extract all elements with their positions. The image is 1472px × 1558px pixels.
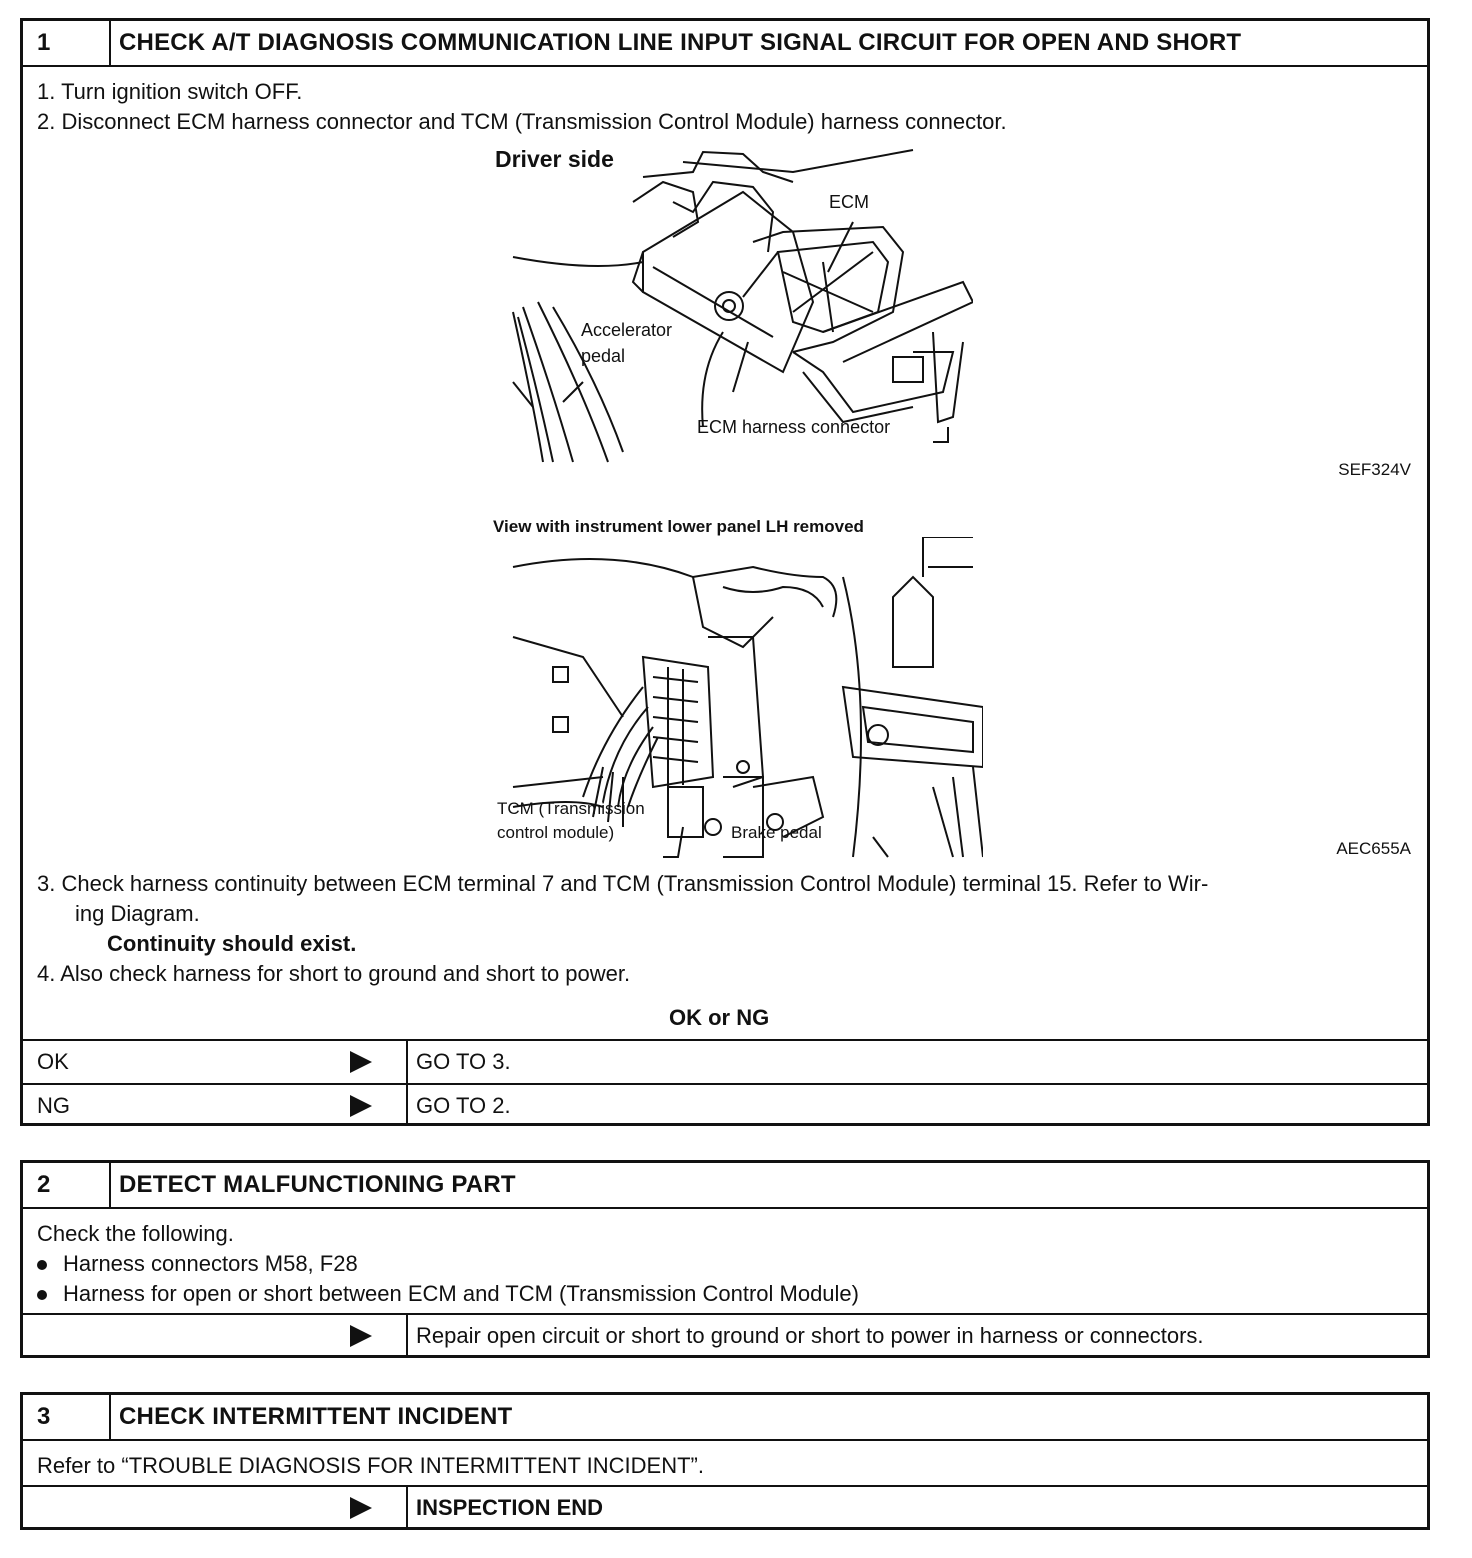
step-3-text: Refer to “TROUBLE DIAGNOSIS FOR INTERMITTENT INCIDENT”. bbox=[37, 1453, 704, 1478]
result-action-ok: GO TO 3. bbox=[416, 1049, 511, 1074]
bullet-icon bbox=[37, 1290, 47, 1300]
figure-tcm-location bbox=[493, 517, 1423, 872]
result-action: Repair open circuit or short to ground or short to power in harness or connectors. bbox=[416, 1323, 1204, 1348]
instruction-2: 2. Disconnect ECM harness connector and TCM (Transmission Control Module) harness connector. bbox=[37, 109, 1007, 134]
arrow-icon bbox=[350, 1325, 372, 1347]
step-1-box bbox=[20, 18, 1430, 1126]
step-title: DETECT MALFUNCTIONING PART bbox=[119, 1171, 516, 1198]
figure-2-code: AEC655A bbox=[1336, 839, 1411, 858]
step-2-intro: Check the following. bbox=[37, 1221, 234, 1246]
arrow-icon bbox=[350, 1095, 372, 1117]
instruction-4: 4. Also check harness for short to ground and short to power. bbox=[37, 961, 631, 986]
result-label-ng: NG bbox=[37, 1093, 70, 1118]
arrow-icon bbox=[350, 1497, 372, 1519]
bullet-item: Harness for open or short between ECM and TCM (Transmission Control Module) bbox=[37, 1281, 859, 1307]
result-row-ng bbox=[23, 1083, 1427, 1126]
ok-ng-heading: OK or NG bbox=[669, 1005, 770, 1030]
label-ecm-harness-connector: ECM harness connector bbox=[697, 417, 891, 437]
step-number: 1 bbox=[23, 21, 111, 65]
label-brake-pedal: Brake pedal bbox=[731, 823, 822, 842]
label-control-module: control module) bbox=[497, 823, 615, 842]
figure-2-heading: View with instrument lower panel LH removed bbox=[493, 517, 864, 536]
result-row bbox=[23, 1485, 1427, 1529]
instruction-3-cont: ing Diagram. bbox=[75, 901, 200, 926]
step-number: 3 bbox=[23, 1395, 111, 1439]
instruction-1: 1. Turn ignition switch OFF. bbox=[37, 79, 303, 104]
step-3-box bbox=[20, 1392, 1430, 1530]
figure-1-code: SEF324V bbox=[1338, 460, 1411, 479]
bullet-item: Harness connectors M58, F28 bbox=[37, 1251, 358, 1277]
label-accelerator: Accelerator bbox=[581, 320, 673, 340]
bullet-icon bbox=[37, 1260, 47, 1270]
step-1-body bbox=[23, 67, 1427, 1126]
continuity-note: Continuity should exist. bbox=[107, 931, 357, 956]
figure-1-heading: Driver side bbox=[495, 146, 614, 172]
step-3-body bbox=[23, 1441, 1427, 1529]
step-title: CHECK A/T DIAGNOSIS COMMUNICATION LINE INPUT SIGNAL CIRCUIT FOR OPEN AND SHORT bbox=[119, 29, 1242, 56]
arrow-icon bbox=[350, 1051, 372, 1073]
step-2-body bbox=[23, 1209, 1427, 1357]
result-row-ok bbox=[23, 1039, 1427, 1083]
label-ecm: ECM bbox=[829, 192, 869, 212]
result-action: INSPECTION END bbox=[416, 1495, 604, 1520]
instruction-3: 3. Check harness continuity between ECM terminal 7 and TCM (Transmission Control Module) terminal 15. Refer to Wir- bbox=[37, 871, 1209, 896]
step-number: 2 bbox=[23, 1163, 111, 1207]
result-label-ok: OK bbox=[37, 1049, 69, 1074]
figure-ecm-location bbox=[493, 142, 1423, 532]
label-tcm: TCM (Transmission bbox=[497, 799, 645, 818]
step-1-header bbox=[23, 21, 1427, 67]
step-title: CHECK INTERMITTENT INCIDENT bbox=[119, 1403, 513, 1430]
step-2-header bbox=[23, 1163, 1427, 1209]
step-2-box bbox=[20, 1160, 1430, 1358]
result-action-ng: GO TO 2. bbox=[416, 1093, 511, 1118]
label-pedal: pedal bbox=[581, 346, 626, 366]
step-3-header bbox=[23, 1395, 1427, 1441]
result-row bbox=[23, 1313, 1427, 1357]
